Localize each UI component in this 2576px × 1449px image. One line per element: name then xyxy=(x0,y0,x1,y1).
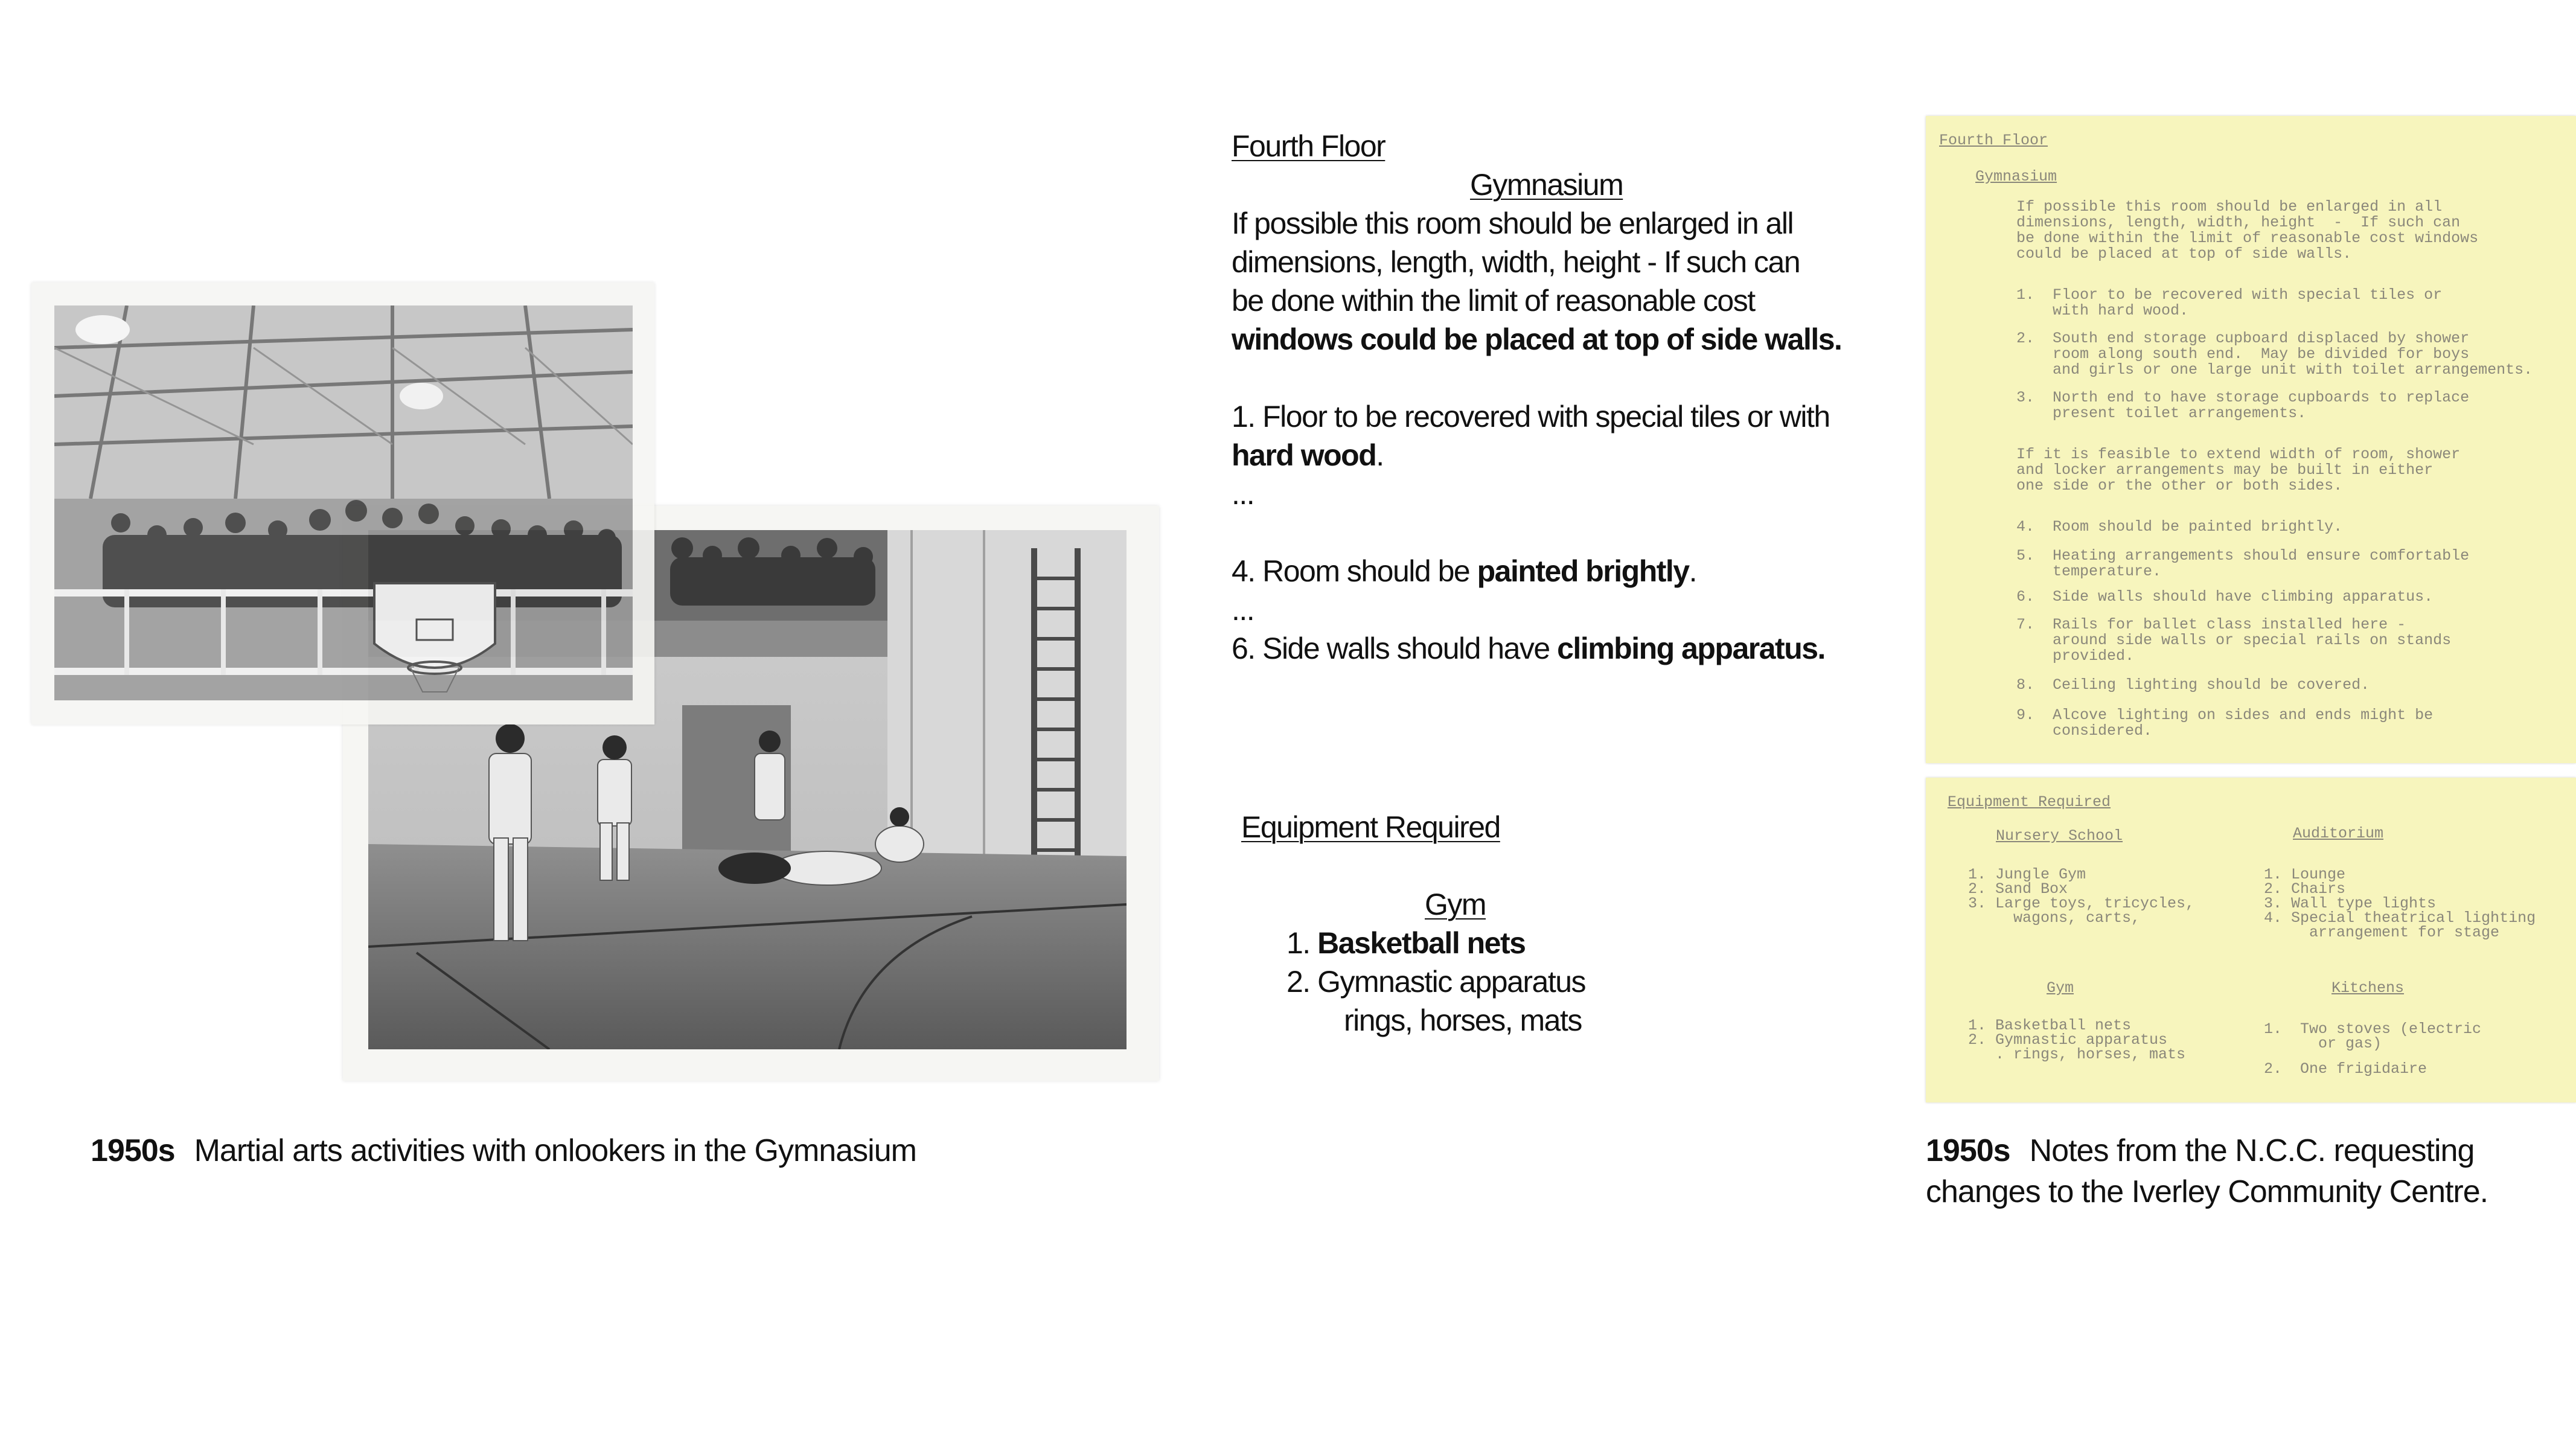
caption-decade: 1950s xyxy=(1926,1133,2010,1168)
doc-subheading: Gym xyxy=(2047,979,2074,997)
doc-line: . rings, horses, mats xyxy=(1968,1046,2186,1063)
document-caption xyxy=(1926,1130,2560,1212)
doc-line: one side or the other or both sides. xyxy=(2016,477,2343,494)
doc-line: wagons, carts, xyxy=(1968,909,2141,927)
doc-subheading: Gymnasium xyxy=(1975,168,2057,185)
doc-subheading: Auditorium xyxy=(2293,825,2384,842)
caption-text: Martial arts activities with onlookers in the Gymnasium xyxy=(194,1133,916,1168)
item-4-bold: painted brightly xyxy=(1477,554,1689,588)
typewritten-notes-page-2 xyxy=(1926,778,2576,1102)
intro-line-3: be done within the limit of reasonable cost xyxy=(1232,284,1755,318)
photo-caption xyxy=(91,1130,916,1171)
doc-line: 1. Jungle Gym xyxy=(1968,866,2086,883)
doc-line: 2. South end storage cupboard displaced by shower xyxy=(2016,330,2470,347)
doc-heading: Equipment Required xyxy=(1948,793,2111,811)
item-1-line: 1. Floor to be recovered with special tiles or with xyxy=(1232,400,1830,433)
ellipsis: ... xyxy=(1232,593,1254,627)
doc-line: 3. North end to have storage cupboards to replace xyxy=(2016,389,2470,406)
doc-line: 3. Wall type lights xyxy=(2264,895,2437,912)
doc-heading: Fourth Floor xyxy=(1939,132,2048,149)
doc-line: 5. Heating arrangements should ensure comfortable xyxy=(2016,547,2470,565)
equipment-transcript xyxy=(1241,808,1785,1040)
doc-line: If it is feasible to extend width of room, shower xyxy=(2016,446,2461,463)
doc-line: 2. Gymnastic apparatus xyxy=(1968,1031,2168,1049)
doc-line: 2. Sand Box xyxy=(1968,880,2068,898)
doc-line: room along south end. May be divided for boys xyxy=(2016,345,2470,363)
doc-line: 1. Floor to be recovered with special tiles or xyxy=(2016,286,2443,304)
gym-heading: Gym xyxy=(1425,888,1486,921)
caption-text: Notes from the N.C.C. requesting changes to the Iverley Community Centre. xyxy=(1926,1133,2488,1209)
doc-line: or gas) xyxy=(2264,1035,2382,1052)
item-6: 6. Side walls should have climbing apparatus. xyxy=(1232,632,1825,665)
transcript xyxy=(1232,127,1896,668)
equipment-item-1: 1. Basketball nets xyxy=(1286,926,1526,960)
doc-line: around side walls or special rails on stands xyxy=(2016,632,2452,649)
doc-line: 2. Chairs xyxy=(2264,880,2346,898)
floor-heading: Fourth Floor xyxy=(1232,129,1385,163)
item-1-bold: hard wood xyxy=(1232,438,1376,472)
intro-line-2: dimensions, length, width, height - If such can xyxy=(1232,245,1800,279)
gymnasium-balcony-photo-image xyxy=(54,305,633,700)
doc-line: present toilet arrangements. xyxy=(2016,405,2307,422)
doc-line: 1. Basketball nets xyxy=(1968,1017,2132,1034)
equipment-item-2-sub: rings, horses, mats xyxy=(1344,1003,1582,1037)
doc-line: could be placed at top of side walls. xyxy=(2016,245,2352,263)
doc-line: be done within the limit of reasonable cost windows xyxy=(2016,229,2479,247)
doc-line: provided. xyxy=(2016,647,2135,665)
doc-line: 4. Special theatrical lighting xyxy=(2264,909,2536,927)
intro-line-1: If possible this room should be enlarged in all xyxy=(1232,206,1794,240)
doc-line: dimensions, length, width, height - If such can xyxy=(2016,214,2461,231)
doc-line: temperature. xyxy=(2016,563,2162,580)
room-heading: Gymnasium xyxy=(1470,168,1623,202)
equipment-item-2: 2. Gymnastic apparatus xyxy=(1286,965,1586,999)
doc-line: 1. Lounge xyxy=(2264,866,2346,883)
caption-decade: 1950s xyxy=(91,1133,175,1168)
doc-line: 2. One frigidaire xyxy=(2264,1060,2427,1078)
doc-line: 1. Two stoves (electric xyxy=(2264,1020,2482,1038)
item-1-continuation: hard wood. xyxy=(1232,438,1384,472)
ellipsis: ... xyxy=(1232,477,1254,511)
doc-line: arrangement for stage xyxy=(2264,924,2500,941)
doc-subheading: Kitchens xyxy=(2332,979,2405,997)
doc-subheading: Nursery School xyxy=(1996,827,2123,845)
doc-line: 6. Side walls should have climbing apparatus. xyxy=(2016,588,2434,606)
intro-line-4: windows could be placed at top of side walls. xyxy=(1232,322,1842,356)
gymnasium-balcony-photo xyxy=(31,283,654,724)
doc-line: and girls or one large unit with toilet arrangements. xyxy=(2016,361,2533,379)
typewritten-notes-page-1 xyxy=(1926,116,2576,763)
doc-line: 7. Rails for ballet class installed here - xyxy=(2016,616,2406,633)
doc-line: If possible this room should be enlarged in all xyxy=(2016,198,2443,216)
doc-line: 4. Room should be painted brightly. xyxy=(2016,518,2343,536)
item-4: 4. Room should be painted brightly. xyxy=(1232,554,1696,588)
doc-line: and locker arrangements may be built in either xyxy=(2016,461,2434,479)
doc-line: 8. Ceiling lighting should be covered. xyxy=(2016,676,2370,694)
doc-line: considered. xyxy=(2016,722,2153,740)
doc-line: 3. Large toys, tricycles, xyxy=(1968,895,2195,912)
equipment-heading: Equipment Required xyxy=(1241,810,1500,844)
doc-line: 9. Alcove lighting on sides and ends might be xyxy=(2016,706,2434,724)
item-6-bold: climbing apparatus. xyxy=(1557,632,1825,665)
doc-line: with hard wood. xyxy=(2016,302,2189,319)
